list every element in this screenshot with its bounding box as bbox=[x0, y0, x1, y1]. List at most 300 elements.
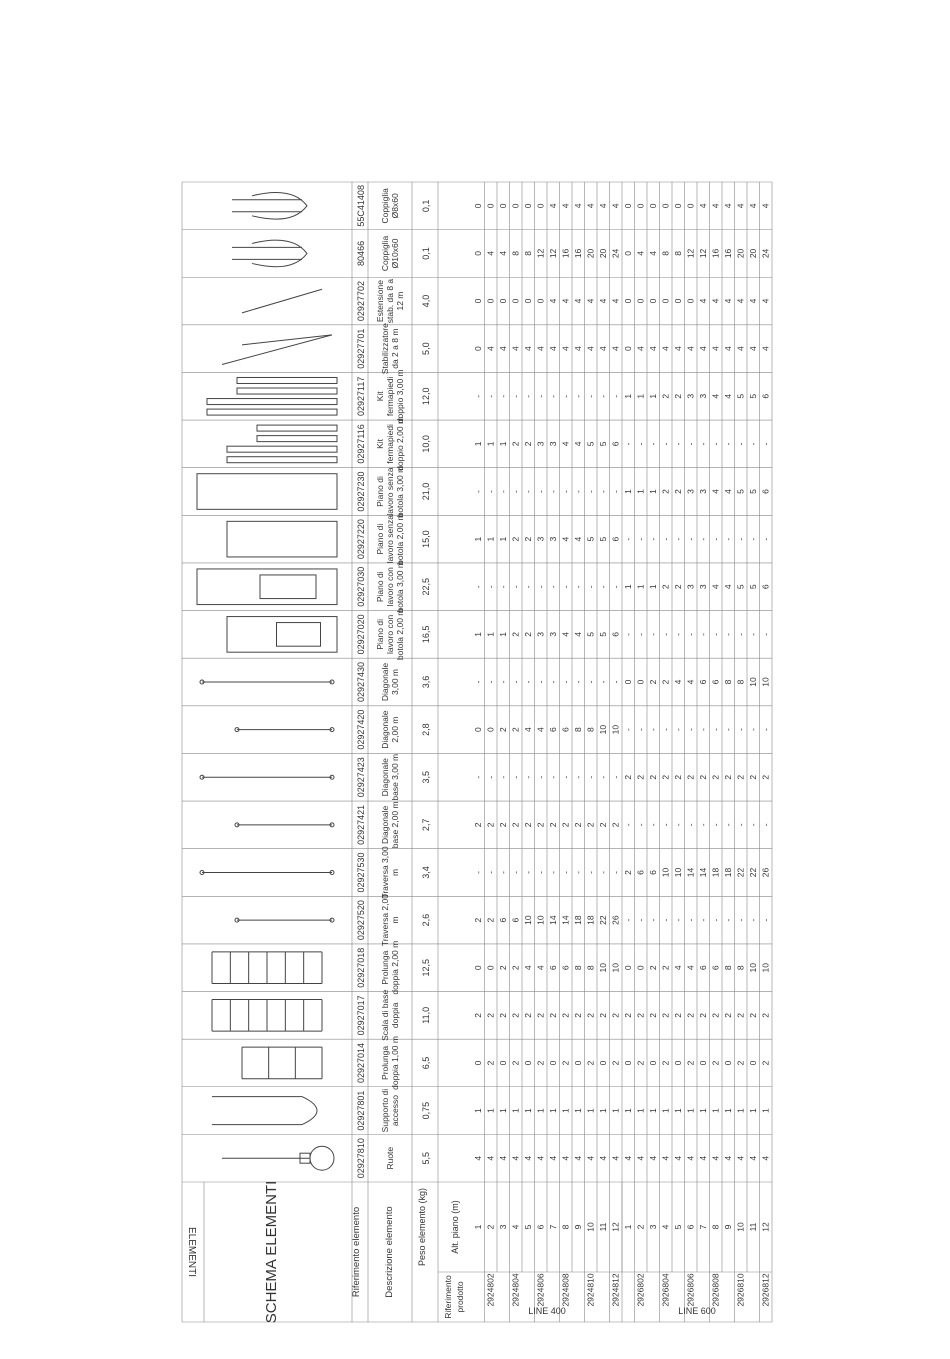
qty-cell: 2 bbox=[660, 489, 671, 494]
element-ref: 02927702 bbox=[356, 281, 366, 322]
qty-cell: 4 bbox=[598, 203, 608, 209]
element-ref: 02927117 bbox=[356, 376, 366, 416]
qty-cell: 2 bbox=[548, 822, 558, 828]
qty-cell: 6 bbox=[498, 917, 508, 923]
qty-cell: - bbox=[598, 680, 608, 684]
height-label: Alt. piano (m) bbox=[450, 1200, 460, 1254]
qty-cell: 14 bbox=[548, 915, 558, 925]
qty-cell: 1 bbox=[473, 1108, 483, 1113]
element-desc: Ruote bbox=[385, 1146, 395, 1170]
crossbar-2m-icon bbox=[235, 918, 334, 922]
element-desc: lavoro senza bbox=[385, 467, 395, 516]
qty-cell: 1 bbox=[473, 632, 483, 637]
qty-cell: - bbox=[648, 537, 658, 541]
element-weight: 21,0 bbox=[421, 482, 431, 501]
qty-cell: 2 bbox=[523, 822, 533, 828]
qty-cell: - bbox=[573, 490, 583, 493]
qty-cell: 3 bbox=[535, 632, 546, 637]
qty-cell: 0 bbox=[623, 1060, 633, 1066]
element-desc: botola 3,00 m bbox=[395, 465, 405, 518]
qty-cell: 8 bbox=[723, 679, 733, 685]
qty-cell: 2 bbox=[660, 965, 671, 971]
element-desc: doppio 3,00 m bbox=[395, 369, 405, 424]
qty-cell: - bbox=[548, 775, 558, 779]
height-value: 6 bbox=[535, 1224, 546, 1230]
qty-cell: - bbox=[573, 871, 583, 874]
qty-cell: 4 bbox=[723, 1155, 733, 1161]
line-label: LINE 400 bbox=[528, 1306, 566, 1316]
qty-cell: - bbox=[710, 728, 721, 732]
qty-cell: 6 bbox=[610, 536, 621, 542]
qty-cell: 2 bbox=[735, 1060, 746, 1066]
qty-cell: 1 bbox=[648, 393, 658, 399]
qty-cell: 4 bbox=[723, 489, 733, 494]
qty-cell: - bbox=[735, 728, 746, 732]
element-weight: 5,5 bbox=[421, 1151, 431, 1165]
qty-cell: 4 bbox=[685, 1155, 696, 1161]
qty-cell: 1 bbox=[698, 1108, 708, 1113]
qty-cell: - bbox=[573, 775, 583, 779]
qty-cell: - bbox=[723, 442, 733, 446]
qty-cell: 2 bbox=[760, 1012, 771, 1018]
qty-cell: - bbox=[623, 918, 633, 922]
qty-cell: - bbox=[635, 823, 646, 827]
qty-cell: 2 bbox=[648, 1012, 658, 1018]
qty-cell: 8 bbox=[673, 251, 683, 256]
product-ref: 2924810 bbox=[585, 1273, 596, 1307]
qty-cell: - bbox=[498, 871, 508, 874]
qty-cell: 8 bbox=[523, 251, 533, 256]
qty-cell: - bbox=[660, 537, 671, 541]
qty-cell: 4 bbox=[485, 251, 496, 256]
qty-cell: 2 bbox=[535, 1060, 546, 1066]
qty-cell: 4 bbox=[535, 965, 546, 971]
qty-cell: 5 bbox=[585, 632, 596, 637]
qty-cell: 3 bbox=[548, 536, 558, 542]
qty-cell: - bbox=[635, 728, 646, 732]
qty-cell: 4 bbox=[585, 1155, 596, 1161]
qty-cell: - bbox=[698, 537, 708, 541]
qty-cell: - bbox=[673, 728, 683, 732]
qty-cell: 3 bbox=[535, 536, 546, 542]
qty-cell: 4 bbox=[723, 346, 733, 352]
qty-cell: - bbox=[710, 918, 721, 922]
qty-cell: 0 bbox=[635, 965, 646, 971]
qty-cell: 1 bbox=[710, 1108, 721, 1113]
qty-cell: 2 bbox=[485, 917, 496, 923]
qty-cell: 4 bbox=[573, 346, 583, 352]
qty-cell: 1 bbox=[648, 489, 658, 494]
qty-cell: 24 bbox=[760, 248, 771, 259]
element-desc: base 3,00 m bbox=[390, 753, 400, 801]
qty-cell: 2 bbox=[623, 774, 633, 780]
qty-cell: 22 bbox=[735, 867, 746, 878]
qty-cell: 2 bbox=[573, 822, 583, 828]
qty-cell: 0 bbox=[523, 1060, 533, 1066]
qty-cell: 4 bbox=[710, 489, 721, 494]
qty-cell: - bbox=[485, 680, 496, 684]
qty-cell: - bbox=[598, 775, 608, 779]
qty-cell: 4 bbox=[548, 298, 558, 304]
qty-cell: 0 bbox=[548, 1060, 558, 1066]
qty-cell: 5 bbox=[735, 489, 746, 494]
qty-cell: 16 bbox=[573, 248, 583, 259]
qty-cell: 2 bbox=[660, 584, 671, 590]
element-weight: 3,6 bbox=[421, 675, 431, 689]
qty-cell: 4 bbox=[473, 1155, 483, 1161]
qty-cell: 0 bbox=[498, 298, 508, 304]
qty-cell: - bbox=[548, 394, 558, 398]
qty-cell: - bbox=[560, 775, 571, 779]
diagonal-3m-icon bbox=[200, 680, 334, 684]
element-desc: Piano di bbox=[375, 619, 385, 650]
qty-cell: 4 bbox=[710, 203, 721, 209]
qty-cell: - bbox=[735, 918, 746, 922]
qty-cell: 2 bbox=[535, 822, 546, 828]
qty-cell: 4 bbox=[735, 346, 746, 352]
qty-cell: 2 bbox=[623, 870, 633, 875]
qty-cell: 4 bbox=[760, 203, 771, 209]
qty-cell: 3 bbox=[685, 489, 696, 494]
qty-cell: - bbox=[748, 823, 758, 827]
qty-cell: - bbox=[585, 680, 596, 684]
qty-cell: 4 bbox=[760, 298, 771, 304]
height-value: 7 bbox=[548, 1224, 558, 1230]
product-ref: 2926804 bbox=[660, 1273, 671, 1307]
qty-cell: - bbox=[548, 871, 558, 874]
qty-cell: 5 bbox=[598, 441, 608, 447]
qty-cell: - bbox=[610, 394, 621, 398]
qty-cell: 20 bbox=[735, 248, 746, 259]
qty-cell: - bbox=[523, 775, 533, 779]
platform-2m-icon bbox=[227, 521, 337, 557]
element-desc: Piano di bbox=[375, 523, 385, 555]
qty-cell: 2 bbox=[635, 1060, 646, 1066]
product-ref: 2926812 bbox=[760, 1273, 771, 1307]
height-value: 1 bbox=[473, 1224, 483, 1230]
qty-cell: - bbox=[735, 537, 746, 541]
qty-cell: 4 bbox=[560, 536, 571, 542]
qty-cell: 4 bbox=[685, 965, 696, 971]
qty-cell: 0 bbox=[498, 1060, 508, 1066]
qty-cell: 5 bbox=[598, 632, 608, 637]
qty-cell: 1 bbox=[535, 1108, 546, 1113]
qty-cell: 1 bbox=[485, 536, 496, 542]
element-ref: 02927810 bbox=[356, 1138, 366, 1179]
qty-cell: - bbox=[685, 632, 696, 636]
qty-cell: 2 bbox=[523, 632, 533, 637]
qty-cell: - bbox=[473, 871, 483, 874]
qty-cell: 4 bbox=[585, 203, 596, 209]
qty-cell: 0 bbox=[673, 1060, 683, 1066]
qty-cell: - bbox=[498, 490, 508, 493]
element-ref: 02927520 bbox=[356, 900, 366, 941]
qty-cell: 10 bbox=[760, 677, 771, 687]
qty-cell: 4 bbox=[560, 1155, 571, 1161]
element-desc: Prolunga bbox=[380, 950, 390, 985]
qty-cell: 4 bbox=[698, 346, 708, 352]
product-ref-label-line1: Riferimento bbox=[443, 1275, 453, 1319]
qty-cell: - bbox=[523, 871, 533, 874]
element-weight: 2,6 bbox=[421, 913, 431, 927]
qty-cell: - bbox=[710, 442, 721, 446]
product-ref: 2924804 bbox=[510, 1273, 521, 1307]
qty-cell: 3 bbox=[698, 393, 708, 399]
qty-cell: 1 bbox=[485, 1108, 496, 1113]
qty-cell: 1 bbox=[648, 584, 658, 590]
qty-cell: 8 bbox=[735, 679, 746, 685]
qty-cell: 1 bbox=[610, 1108, 621, 1113]
line-label: LINE 600 bbox=[678, 1306, 716, 1316]
qty-cell: 0 bbox=[623, 298, 633, 304]
height-value: 5 bbox=[673, 1224, 683, 1230]
element-ref: 02927430 bbox=[356, 661, 366, 703]
qty-cell: 2 bbox=[660, 1060, 671, 1066]
element-desc: Estensione bbox=[375, 280, 385, 323]
qty-cell: - bbox=[498, 394, 508, 398]
qty-cell: 8 bbox=[510, 251, 521, 256]
qty-cell: 18 bbox=[585, 915, 596, 925]
qty-cell: 6 bbox=[560, 727, 571, 732]
qty-cell: 2 bbox=[510, 822, 521, 828]
qty-cell: 6 bbox=[548, 727, 558, 732]
qty-cell: - bbox=[610, 775, 621, 779]
element-desc: Piano di bbox=[375, 571, 385, 603]
element-desc: 12 m bbox=[395, 291, 405, 311]
stabilizer-extension-icon bbox=[242, 289, 322, 313]
qty-cell: 0 bbox=[623, 346, 633, 352]
qty-cell: - bbox=[535, 585, 546, 589]
base-diagonal-3m-icon bbox=[200, 775, 334, 779]
qty-cell: 14 bbox=[698, 867, 708, 878]
qty-cell: 2 bbox=[573, 1012, 583, 1018]
height-value: 1 bbox=[623, 1224, 633, 1230]
qty-cell: - bbox=[510, 585, 521, 589]
element-weight: 6,5 bbox=[421, 1056, 431, 1070]
qty-cell: - bbox=[560, 394, 571, 398]
qty-cell: 4 bbox=[548, 1155, 558, 1161]
qty-cell: 4 bbox=[523, 965, 533, 971]
qty-cell: 4 bbox=[573, 536, 583, 542]
qty-cell: 6 bbox=[648, 870, 658, 875]
desc-label: Descrizione elemento bbox=[384, 1206, 395, 1298]
qty-cell: 4 bbox=[623, 1155, 633, 1161]
qty-cell: 10 bbox=[748, 962, 758, 973]
qty-cell: 4 bbox=[710, 1155, 721, 1161]
qty-cell: - bbox=[623, 537, 633, 541]
qty-cell: 4 bbox=[673, 679, 683, 685]
qty-cell: 4 bbox=[535, 346, 546, 352]
qty-cell: 2 bbox=[510, 1060, 521, 1066]
qty-cell: 2 bbox=[748, 774, 758, 780]
qty-cell: 4 bbox=[735, 1155, 746, 1161]
qty-cell: - bbox=[623, 728, 633, 732]
element-desc: Supporto di bbox=[380, 1088, 390, 1133]
qty-cell: 4 bbox=[748, 203, 758, 209]
qty-cell: 1 bbox=[485, 441, 496, 447]
qty-cell: - bbox=[473, 490, 483, 493]
qty-cell: 1 bbox=[598, 1108, 608, 1113]
qty-cell: 0 bbox=[485, 727, 496, 732]
element-desc: accesso bbox=[390, 1094, 400, 1127]
qty-cell: 4 bbox=[698, 298, 708, 304]
height-value: 3 bbox=[648, 1224, 658, 1230]
qty-cell: 10 bbox=[660, 867, 671, 878]
qty-cell: 2 bbox=[685, 774, 696, 780]
qty-cell: 4 bbox=[673, 346, 683, 352]
qty-cell: 16 bbox=[723, 248, 733, 259]
qty-cell: 0 bbox=[623, 251, 633, 256]
element-desc: fermapiedi bbox=[385, 424, 395, 464]
qty-cell: 2 bbox=[623, 1012, 633, 1018]
base-ladder-icon bbox=[212, 1000, 322, 1032]
qty-cell: 4 bbox=[498, 251, 508, 256]
qty-cell: 2 bbox=[535, 1012, 546, 1018]
qty-cell: 0 bbox=[510, 203, 521, 209]
element-desc: botola 2,00 m bbox=[395, 608, 405, 661]
qty-cell: 4 bbox=[573, 1155, 583, 1161]
qty-cell: 4 bbox=[735, 203, 746, 209]
qty-cell: 4 bbox=[498, 1155, 508, 1161]
qty-cell: 2 bbox=[485, 1012, 496, 1018]
element-desc: Stabilizzatore bbox=[380, 323, 390, 375]
qty-cell: - bbox=[635, 442, 646, 446]
qty-cell: 0 bbox=[535, 298, 546, 304]
qty-cell: - bbox=[473, 394, 483, 398]
qty-cell: - bbox=[560, 585, 571, 589]
qty-cell: 6 bbox=[760, 489, 771, 494]
element-desc: Coppiglia bbox=[380, 188, 390, 224]
qty-cell: - bbox=[535, 871, 546, 874]
qty-cell: 4 bbox=[485, 346, 496, 352]
qty-cell: 6 bbox=[610, 441, 621, 447]
qty-cell: 2 bbox=[510, 727, 521, 732]
element-ref: 55C41408 bbox=[356, 185, 366, 227]
qty-cell: 0 bbox=[473, 1060, 483, 1066]
qty-cell: 4 bbox=[560, 632, 571, 637]
qty-cell: - bbox=[723, 918, 733, 922]
qty-cell: - bbox=[485, 490, 496, 493]
element-weight: 0,1 bbox=[421, 199, 431, 213]
element-ref: 02927420 bbox=[356, 709, 366, 750]
qty-cell: - bbox=[498, 585, 508, 589]
element-desc: da 2 a 8 m bbox=[390, 328, 400, 369]
product-ref: 2924812 bbox=[610, 1273, 621, 1307]
qty-cell: 2 bbox=[673, 1012, 683, 1018]
element-weight: 12,0 bbox=[421, 387, 431, 406]
qty-cell: 4 bbox=[523, 1155, 533, 1161]
qty-cell: 0 bbox=[510, 298, 521, 304]
qty-cell: 4 bbox=[710, 584, 721, 590]
qty-cell: 1 bbox=[635, 584, 646, 590]
qty-cell: 4 bbox=[648, 346, 658, 352]
qty-cell: - bbox=[560, 680, 571, 684]
qty-cell: 0 bbox=[685, 203, 696, 209]
qty-cell: 1 bbox=[623, 393, 633, 399]
qty-cell: - bbox=[610, 585, 621, 589]
qty-cell: 16 bbox=[710, 248, 721, 259]
qty-cell: 1 bbox=[673, 1108, 683, 1113]
element-desc: Traversa 3,00 bbox=[380, 846, 390, 899]
height-value: 8 bbox=[710, 1224, 721, 1230]
qty-cell: 2 bbox=[648, 965, 658, 971]
qty-cell: 4 bbox=[523, 727, 533, 732]
qty-cell: 0 bbox=[473, 965, 483, 971]
qty-cell: 0 bbox=[535, 203, 546, 209]
qty-cell: 4 bbox=[760, 1155, 771, 1161]
qty-cell: - bbox=[548, 490, 558, 493]
qty-cell: 4 bbox=[748, 298, 758, 304]
element-desc: fermapiedi bbox=[385, 376, 395, 417]
element-ref: 80466 bbox=[356, 240, 366, 266]
qty-cell: - bbox=[585, 871, 596, 874]
qty-cell: - bbox=[748, 918, 758, 922]
qty-cell: - bbox=[673, 918, 683, 922]
qty-cell: 4 bbox=[560, 298, 571, 304]
qty-cell: 2 bbox=[710, 774, 721, 780]
height-value: 4 bbox=[660, 1224, 671, 1230]
qty-cell: - bbox=[685, 442, 696, 446]
qty-cell: 4 bbox=[723, 584, 733, 590]
product-ref: 2924808 bbox=[560, 1273, 571, 1307]
qty-cell: 2 bbox=[510, 441, 521, 447]
qty-cell: 0 bbox=[698, 1060, 708, 1066]
qty-cell: 1 bbox=[635, 489, 646, 494]
product-ref: 2924802 bbox=[485, 1273, 496, 1307]
height-value: 2 bbox=[635, 1224, 646, 1230]
element-weight: 22,5 bbox=[421, 577, 431, 596]
qty-cell: 4 bbox=[548, 346, 558, 352]
qty-cell: 2 bbox=[760, 774, 771, 780]
qty-cell: 2 bbox=[735, 1012, 746, 1018]
element-weight: 2,7 bbox=[421, 818, 431, 832]
qty-cell: 10 bbox=[610, 962, 621, 973]
qty-cell: 4 bbox=[748, 346, 758, 352]
qty-cell: - bbox=[485, 394, 496, 398]
qty-cell: 3 bbox=[698, 489, 708, 494]
qty-cell: 10 bbox=[610, 724, 621, 735]
qty-cell: - bbox=[510, 680, 521, 684]
qty-cell: 4 bbox=[673, 1155, 683, 1161]
qty-cell: 4 bbox=[498, 346, 508, 352]
height-value: 8 bbox=[560, 1224, 571, 1230]
platform-3m-icon bbox=[197, 474, 337, 510]
qty-cell: 6 bbox=[710, 679, 721, 685]
product-ref: 2926808 bbox=[710, 1273, 721, 1307]
element-desc: Diagonale bbox=[380, 758, 390, 797]
cotter-pin-10x60-icon bbox=[232, 240, 307, 267]
qty-cell: - bbox=[510, 490, 521, 493]
height-value: 12 bbox=[610, 1222, 621, 1232]
qty-cell: 2 bbox=[560, 1060, 571, 1066]
qty-cell: 0 bbox=[485, 203, 496, 209]
qty-cell: - bbox=[548, 585, 558, 589]
qty-cell: - bbox=[573, 680, 583, 684]
qty-cell: - bbox=[573, 394, 583, 398]
qty-cell: 1 bbox=[473, 536, 483, 542]
qty-cell: 4 bbox=[523, 346, 533, 352]
element-desc: Traversa 2,00 bbox=[380, 894, 390, 947]
element-desc: m bbox=[390, 916, 400, 924]
qty-cell: 2 bbox=[673, 393, 683, 399]
qty-cell: 2 bbox=[498, 822, 508, 828]
qty-cell: - bbox=[585, 394, 596, 398]
qty-cell: 6 bbox=[760, 393, 771, 399]
qty-cell: 4 bbox=[760, 346, 771, 352]
qty-cell: 12 bbox=[535, 248, 546, 259]
weight-label: Peso elemento (kg) bbox=[417, 1187, 427, 1267]
element-weight: 2,8 bbox=[421, 723, 431, 736]
